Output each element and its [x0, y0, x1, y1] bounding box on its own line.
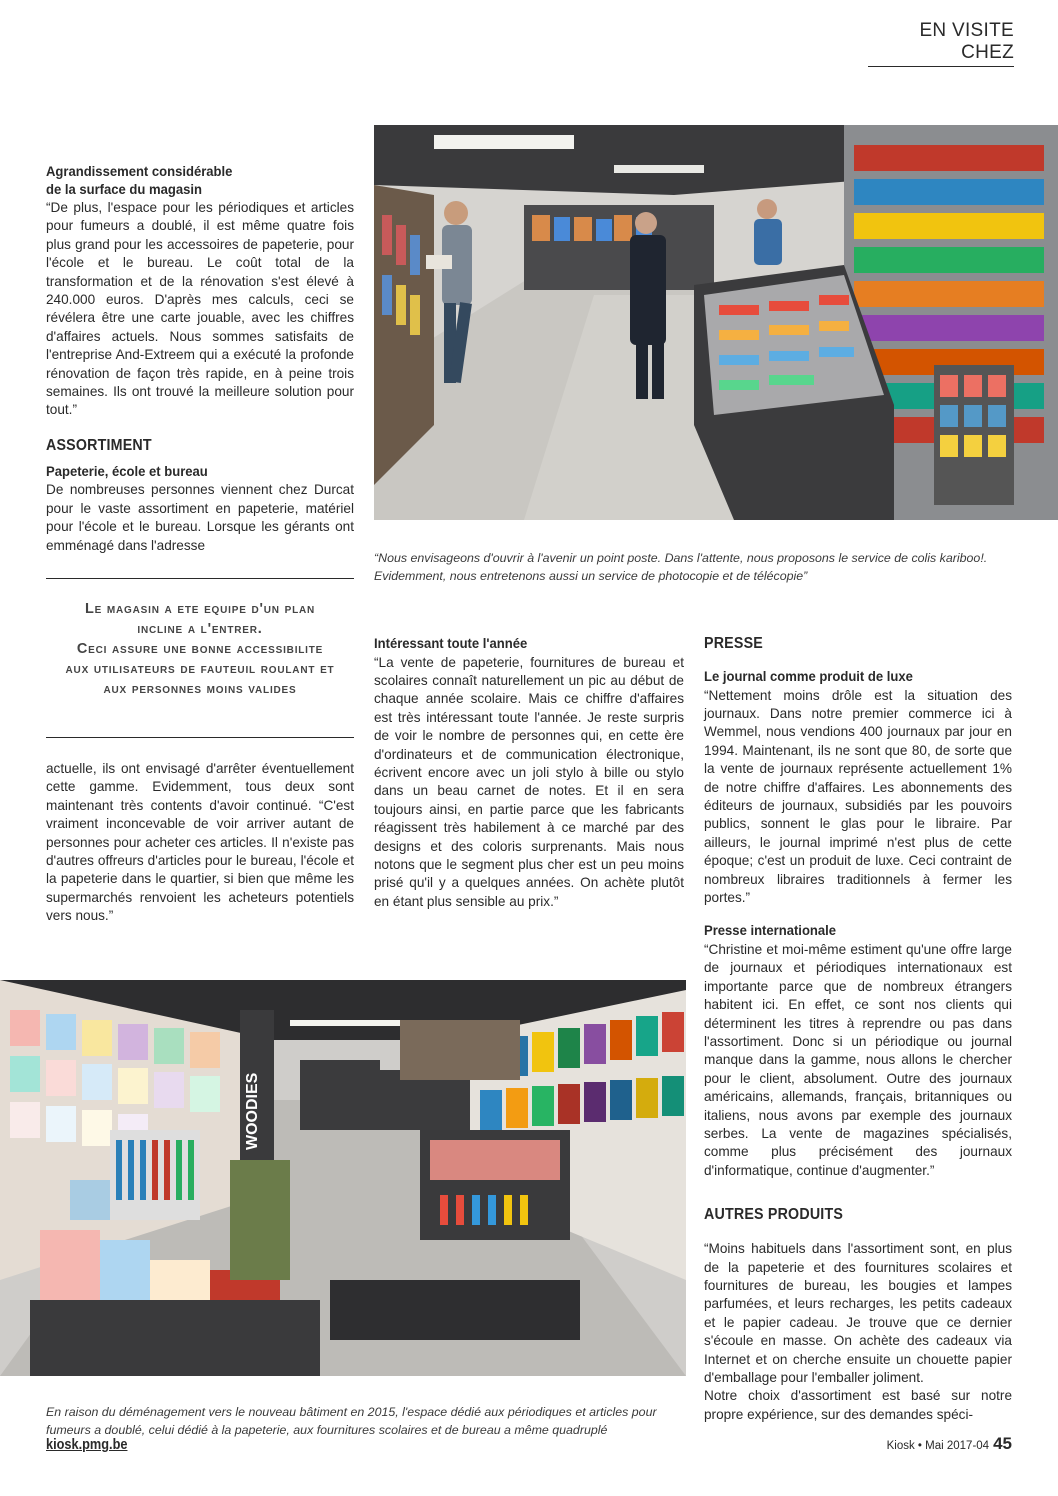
- heading-presse: PRESSE: [704, 635, 763, 652]
- heading-assortiment: ASSORTIMENT: [46, 436, 152, 454]
- section-tag: EN VISITE CHEZ: [868, 20, 1014, 67]
- paragraph-interessant: “La vente de papeterie, fournitures de bureau et scolaires connaît naturellement un pic au début de chaque année scolaire. Mais ce chiffre d'affaires est très intéressant toute l'année. Je reste surpris de voir le nombre de personnes qui, en cette ère d'ordinateurs et de communication électronique, écrivent encore avec un joli stylo à bille ou stylo dans un beau carnet de notes. Et il en sera toujours ainsi, en partie parce que les fabricants réagissent très habilement à ce marché par des designs et des coloris surprenants. Mais nous notons que le segment plus cher est un peu moins prisé qu'il y a quelques années. On achète plutôt en étant plus sensible au prix.”: [374, 654, 684, 909]
- caption-bottom-photo: En raison du déménagement vers le nouveau bâtiment en 2015, l'espace dédié aux périodiques et articles pour fumeurs a doublé, celui dédié à la papeterie, aux fournitures scolaires et de bureau a même quadruplé: [46, 1405, 657, 1437]
- paragraph-continuation: actuelle, ils ont envisagé d'arrêter éventuellement cette gamme. Evidemment, tous deux sont maintenant très contents d'avoir continué. “C'est vraiment inconcevable de voir arriver autant de personnes pour acheter ces articles. Il n'existe pas d'autres offreurs d'articles pour le bureau, l'école et la papeterie dans le quartier, si bien que même les supermarchés renvoient les acheteurs potentiels vers nous.”: [46, 761, 354, 924]
- pull-quote-line: incline a l'entrer.: [137, 621, 263, 637]
- footer-publication-label: Kiosk • Mai 2017-04: [886, 1440, 990, 1452]
- subheading-agrandissement-1: Agrandissement considérable: [46, 164, 233, 180]
- photo-stationery-illustration: [0, 980, 686, 1376]
- subheading-agrandissement-2: de la surface du magasin: [46, 181, 202, 198]
- paragraph-choix-assortiment: Notre choix d'assortiment est basé sur notre propre expérience, sur des demandes spéci-: [704, 1388, 1012, 1422]
- woodies-sign: WOODIES: [244, 1072, 261, 1150]
- column-right: [704, 634, 1012, 1424]
- photo-stationery-aisles: [0, 980, 686, 1376]
- heading-autres-produits: AUTRES PRODUITS: [704, 1206, 844, 1224]
- pull-quote-line: aux utilisateurs de fauteuil roulant et: [65, 661, 335, 677]
- photo-store-counter-illustration: [374, 125, 1058, 520]
- pull-quote: [46, 578, 354, 738]
- paragraph-autres-produits: “Moins habituels dans l'assortiment sont, en plus de la papeterie et des fournitures scolaires et fournitures de bureau, les bougies et lampes parfumées, et leurs recharges, les petits cadeaux et le papier cadeau. Je trouve que ce dernier s'écoule en masse. On achète des cadeaux via Internet et on cherche ensuite un chouette papier d'emballage pour l'emballer joliment.: [704, 1241, 1012, 1385]
- subheading-interessant: Intéressant toute l'année: [374, 636, 528, 652]
- footer-site-link[interactable]: kiosk.pmg.be: [46, 1436, 128, 1453]
- paragraph-journal-luxe: “Nettement moins drôle est la situation des journaux. Dans notre premier commerce ici à Wemmel, nous vendions 400 journaux par jour en 1994. Maintenant, ils ne sont que 80, de sorte que la vente de journaux représente actuellement 1% de notre chiffre d'affaires. Les abonnements des éditeurs de journaux, subsidiés par les pouvoirs publics, sonnent le glas pour le libraire. Par ailleurs, le journal imprimé n'est plus de cette époque; c'est un produit de luxe. Ceci contraint de nombreux libraires traditionnels à fermer les portes.”: [704, 687, 1012, 905]
- photo-store-counter: [374, 125, 1058, 520]
- column-left-bottom: [46, 760, 354, 926]
- paragraph-agrandissement: “De plus, l'espace pour les périodiques et articles pour fumeurs a doublé, il est même quatre fois plus grand pour les accessoires de papeterie, pour l'école et le bureau. Le coût total de la transformation et de la rénovation s'est élevé à 240.000 euros. D'après mes calculs, ceci se révélera être une carte jouable, avec les chiffres d'affaires actuels. Nous sommes satisfaits de l'entreprise And-Extreem qui a exécuté la profonde rénovation de façon très rapide, en à peine trois semaines. Ils ont trouvé la meilleure solution pour tout.”: [46, 200, 354, 418]
- subheading-journal-luxe: Le journal comme produit de luxe: [704, 669, 913, 685]
- pull-quote-line: aux personnes moins valides: [103, 681, 297, 697]
- paragraph-presse-internationale: “Christine et moi-même estiment qu'une offre large de journaux et périodiques internationaux est importante parce que de nombreux étrangers habitent ici. En effet, ce sont nos clients qui déterminent les titres à reprendre ou pas dans l'assortiment. Donc si un périodique ou journal manque dans la gamme, nous allons le chercher pour le client, absolument. Outre des journaux américains, allemands, français, britanniques ou italiens, nous avons par exemple des journaux serbes. La vente de magazines spécialisés, comme plus précisément des journaux d'informatique, continue d'augmenter.”: [704, 941, 1012, 1178]
- column-left-top: [46, 164, 354, 555]
- pull-quote-line: Le magasin a ete equipe d'un plan: [84, 601, 316, 617]
- footer-publication: [887, 1434, 1012, 1454]
- caption-top-photo: “Nous envisageons d'ouvrir à l'avenir un point poste. Dans l'attente, nous proposons le service de colis kariboo!. Evidemment, nous entretenons aussi un service de photocopie et de télécopie”: [374, 551, 988, 583]
- pull-quote-line: Ceci assure une bonne accessibilite: [76, 641, 324, 657]
- column-middle: [374, 636, 684, 911]
- subheading-presse-internationale: Presse internationale: [704, 923, 837, 940]
- paragraph-papeterie: De nombreuses personnes viennent chez Durcat pour le vaste assortiment en papeterie, matériel pour l'école et le bureau. Lorsque les gérants ont emménagé dans l'adresse: [46, 482, 354, 553]
- page-number: 45: [993, 1434, 1012, 1453]
- subheading-papeterie: Papeterie, école et bureau: [46, 463, 208, 480]
